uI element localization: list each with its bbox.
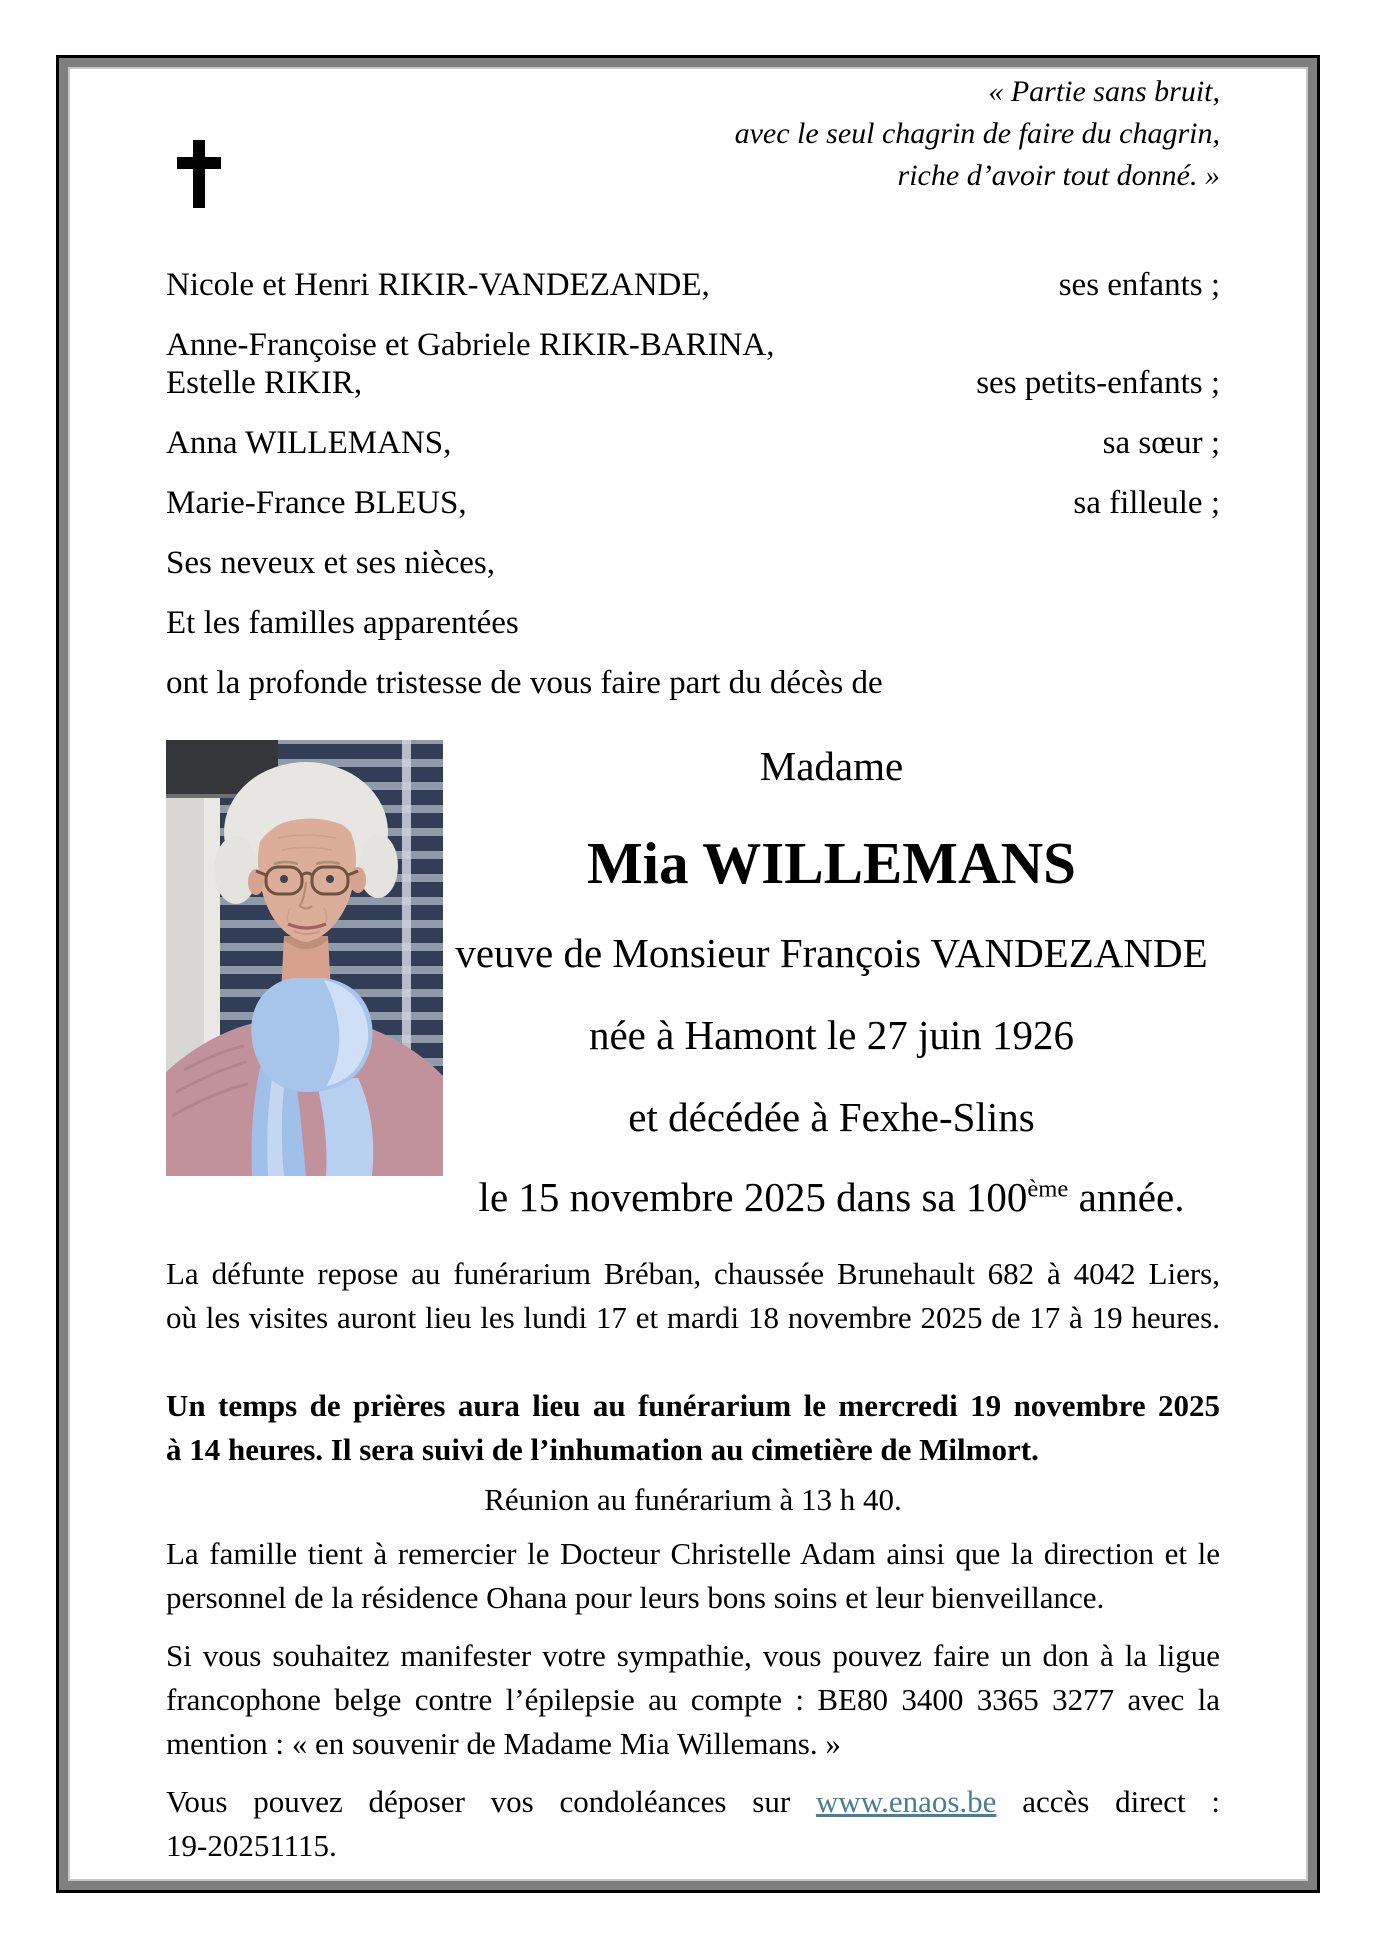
quote-line-1: « Partie sans bruit, bbox=[988, 75, 1220, 108]
deceased-section bbox=[166, 740, 1220, 1222]
family-names bbox=[166, 326, 775, 402]
eye-right bbox=[326, 875, 334, 883]
prayer-paragraph bbox=[166, 1384, 1220, 1472]
condolences-line-2: 19-20251115. bbox=[166, 1828, 337, 1863]
thanks-paragraph bbox=[166, 1532, 1220, 1620]
announcement-intro: ont la profonde tristesse de vous faire part du décès de bbox=[166, 665, 883, 701]
deceased-title: Madame bbox=[759, 743, 904, 789]
cross-vertical-bar bbox=[193, 140, 205, 208]
family-name-line: Estelle RIKIR, bbox=[166, 365, 363, 401]
family-names: Marie-France BLEUS, bbox=[166, 485, 467, 521]
family-row-nephews-nieces bbox=[166, 544, 1220, 582]
family-names: Ses neveux et ses nièces, bbox=[166, 545, 495, 581]
death-date-prefix: le 15 novembre 2025 dans sa 100 bbox=[478, 1174, 1028, 1220]
opening-quote bbox=[166, 69, 1220, 197]
card-content bbox=[68, 67, 1308, 1881]
thanks-line-1: La famille tient à remercier le Docteur Christelle Adam ainsi que la direction et le bbox=[166, 1536, 1220, 1571]
page-border-inner bbox=[59, 58, 1317, 1890]
quote-line-2: avec le seul chagrin de faire du chagrin, bbox=[734, 117, 1220, 150]
donation-line-3: mention : « en souvenir de Madame Mia Willemans. » bbox=[166, 1726, 841, 1761]
prayer-line-2: à 14 heures. Il sera suivi de l’inhumation au cimetière de Milmort. bbox=[166, 1432, 1039, 1467]
eye-left bbox=[280, 875, 288, 883]
repose-line-2: où les visites auront lieu les lundi 17 et mardi 18 novembre 2025 de 17 à 19 heures. bbox=[166, 1300, 1220, 1335]
repose-line-1: La défunte repose au funérarium Bréban, chaussée Brunehault 682 à 4042 Liers, bbox=[166, 1256, 1220, 1291]
death-date-suffix: année. bbox=[1068, 1174, 1185, 1220]
family-list bbox=[166, 266, 1220, 702]
death-place-line: et décédée à Fexhe-Slins bbox=[628, 1094, 1035, 1140]
death-date-line bbox=[443, 1172, 1220, 1222]
cross-horizontal-bar bbox=[177, 157, 221, 169]
repose-paragraph bbox=[166, 1252, 1220, 1340]
donation-line-1: Si vous souhaitez manifester votre sympathie, vous pouvez faire un don à la ligue bbox=[166, 1638, 1220, 1673]
thanks-line-2: personnel de la résidence Ohana pour leurs bons soins et leur bienveillance. bbox=[166, 1580, 1105, 1615]
condolences-text-after: accès direct : bbox=[1022, 1784, 1221, 1819]
family-row-sister bbox=[166, 424, 1220, 462]
donation-line-2: francophone belge contre l’épilepsie au compte : BE80 3400 3365 3277 avec la bbox=[166, 1682, 1220, 1717]
condolences-text-before: Vous pouvez déposer vos condoléances sur bbox=[166, 1784, 791, 1819]
deceased-name: Mia WILLEMANS bbox=[587, 830, 1076, 896]
condolences-line-1 bbox=[166, 1780, 1220, 1824]
family-name-line: Anne-Françoise et Gabriele RIKIR-BARINA, bbox=[166, 327, 775, 363]
widow-line: veuve de Monsieur François VANDEZANDE bbox=[455, 930, 1208, 976]
family-names: Anna WILLEMANS, bbox=[166, 425, 452, 461]
page-border-frame bbox=[56, 55, 1320, 1893]
deceased-text bbox=[443, 740, 1220, 1222]
family-relation: ses petits-enfants ; bbox=[976, 365, 1220, 401]
cross-icon bbox=[177, 140, 221, 208]
birth-line: née à Hamont le 27 juin 1926 bbox=[588, 1012, 1075, 1058]
portrait-photo bbox=[166, 740, 443, 1176]
header bbox=[166, 69, 1220, 266]
family-row-goddaughter bbox=[166, 484, 1220, 522]
family-relation: sa sœur ; bbox=[1102, 425, 1220, 461]
family-relation: sa filleule ; bbox=[1073, 485, 1220, 521]
family-row-related-families bbox=[166, 604, 1220, 642]
meeting-line: Réunion au funérarium à 13 h 40. bbox=[484, 1482, 902, 1517]
family-row-grandchildren bbox=[166, 326, 1220, 402]
condolences-paragraph bbox=[166, 1780, 1220, 1868]
family-row-children bbox=[166, 266, 1220, 304]
family-relation: ses enfants ; bbox=[1058, 267, 1220, 303]
family-names: Nicole et Henri RIKIR-VANDEZANDE, bbox=[166, 267, 710, 303]
portrait-illustration bbox=[166, 740, 443, 1176]
death-date-superscript: ème bbox=[1027, 1175, 1069, 1203]
donation-paragraph bbox=[166, 1634, 1220, 1766]
family-names: Et les familles apparentées bbox=[166, 605, 519, 641]
enaos-link[interactable]: www.enaos.be bbox=[815, 1784, 997, 1819]
prayer-line-1: Un temps de prières aura lieu au funérarium le mercredi 19 novembre 2025 bbox=[166, 1388, 1220, 1423]
quote-line-3: riche d’avoir tout donné. » bbox=[897, 159, 1220, 192]
